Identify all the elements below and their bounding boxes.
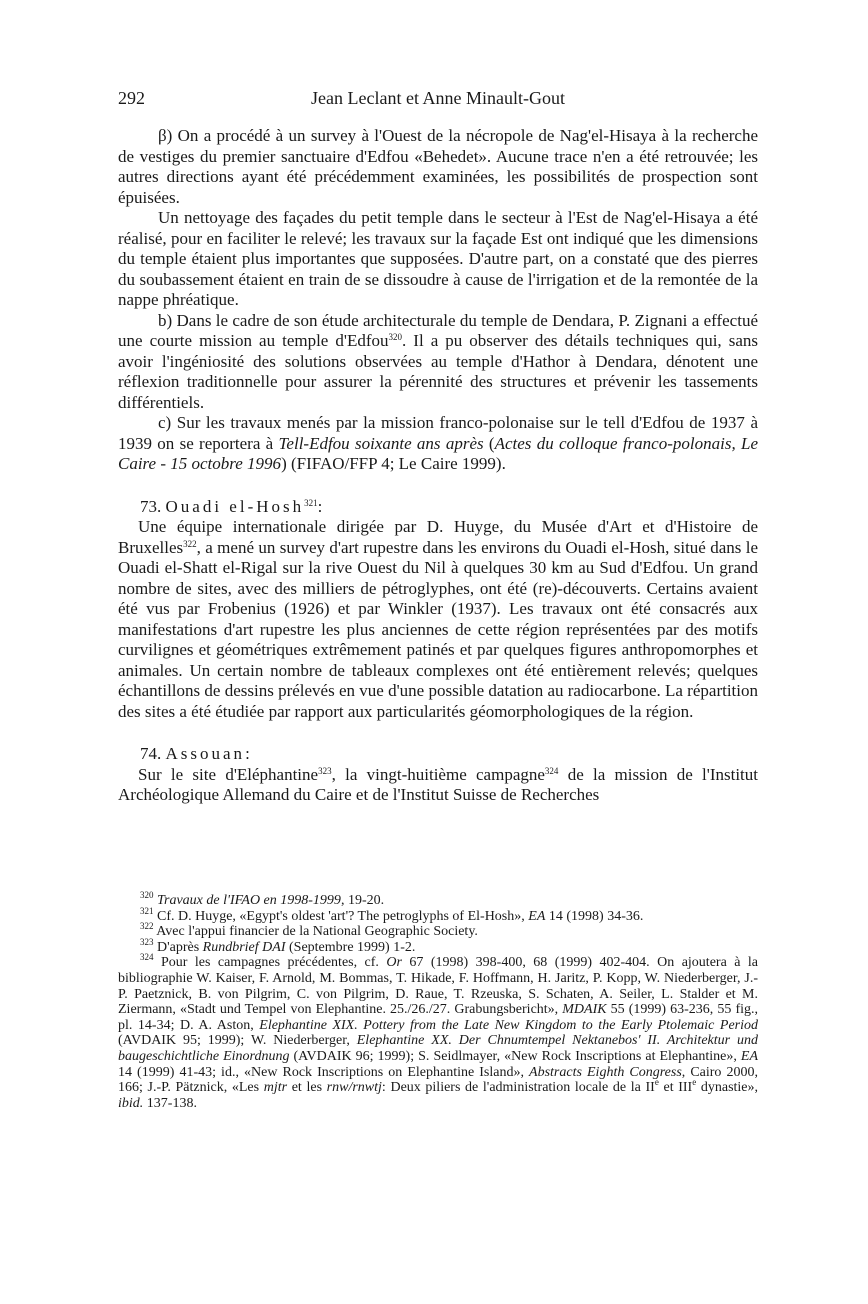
main-text (118, 126, 758, 806)
footnote-ref-324[interactable]: 324 (544, 765, 559, 776)
section-heading-73: 73. Ouadi el-Hosh$^{321}$: (140, 496, 323, 516)
section-title: Assouan (165, 744, 246, 763)
paragraph-assouan: Sur le site d'Eléphantine$^{323}$, la vingt-huitième campagne$^{324}$ de la mission de l'Institut Archéologique Allemand du Caire et de l'Institut Suisse de Recherches (118, 764, 759, 804)
footnote-ref-323[interactable]: 323 (318, 765, 332, 776)
footnote-321: $^{321}$ Cf. D. Huyge, «Egypt's oldest 'art'? The petroglyphs of El-Hosh», EA 14 (1998) 34-36. (140, 905, 644, 924)
footnotes (118, 890, 759, 1111)
footnote-323: $^{323}$ D'après Rundbrief DAI (Septembre 1999) 1-2. (140, 936, 416, 955)
paragraph-ouadi-el-hosh: Une équipe internationale dirigée par D. Huyge, du Musée d'Art et d'Histoire de Bruxelles$^{322}$, a mené un survey d'art rupestre dans les environs du Ouadi el-Hosh, situé dans le Ouadi el-Shatt el-Rigal sur la rive Ouest du Nil à quelques 30 km au Sud d'Edfou. Un grand nombre de sites, avec des milliers de pétroglyphes, ont été (re)-découverts. Certains avaient été vus par Frobenius (1926) et par Winkler (1937). Les travaux ont été consacrés aux manifestations d'art rupestre les plus anciennes de cette région représentées par des motifs curvilignes et géométriques extrêmement patinés et par quelques figures anthropomorphes et animales. Un certain nombre de tableaux complexes ont été entièrement relevés; quelques échantillons de dessins prélevés en vue d'une possible datation au radiocarbone. La répartition des sites a été étudiée par rapport aux particularités géomorphologiques de la région. (118, 517, 758, 721)
footnote-320: $^{320}$ Travaux de l'IFAO en 1998-1999, 19-20. (140, 890, 385, 908)
page-number: 292 (118, 88, 145, 108)
page-header (118, 88, 758, 114)
footnote-ref-322[interactable]: 322 (183, 538, 197, 549)
footnote-ref-320[interactable]: 320 (388, 332, 402, 342)
section-title: Ouadi el-Hosh (165, 496, 305, 516)
footnote-324: $^{324}$ Pour les campagnes précédentes, cf. Or 67 (1998) 398-400, 68 (1999) 402-404. On ajoutera à la bibliographie W. Kaiser, F. Arnold, M. Bommas, T. Hikade, F. Hoffmann, H. Jaritz, P. Kopp, W. Niederberger, J.-P. Paetznick, B. von Pilgrim, C. von Pilgrim, D. Raue, T. Rzeuska, S. Schaten, A. Seiler, L. Stalder et M. Ziermann, «Stadt und Tempel von Elephantine. 25./26./27. Grabungsbericht», MDAIK 55 (1999) 63-236, 55 fig., pl. 14-34; D. A. Aston, Elephantine XIX. Pottery from the Late New Kingdom to the Early Ptolemaic Period (AVDAIK 95; 1999); W. Niederberger, Elephantine XX. Der Chnumtempel Nektanebos' II. Architektur und baugeschichtliche Einordnung (AVDAIK 96; 1999); S. Seidlmayer, «New Rock Inscriptions at Elephantine», EA 14 (1999) 41-43; id., «New Rock Inscriptions on Elephantine Island», Abstracts Eighth Congress, Cairo 2000, 166; J.-P. Pätznick, «Les mjtr et les rnw/rnwtj: Deux piliers de l'administration locale de la IIe et IIIe dynastie», ibid. 137-138. (118, 952, 759, 1111)
paragraph-facades: Un nettoyage des façades du petit temple dans le secteur à l'Est de Nag'el-Hisaya a été réalisé, pour en faciliter le relevé; les travaux sur la façade Est ont indiqué que les dimensions du temple étaient plus importantes que supposées. D'autre part, on a constaté que des pierres du soubassement étaient en train de se dissoudre à cause de l'irrigation et de la remontée de la nappe phréatique. (118, 208, 758, 309)
paragraph-b: b) Dans le cadre de son étude architecturale du temple de Dendara, P. Zignani a effectué une courte mission au temple d'Edfou$^{320}$. Il a pu observer des détails techniques qui, sans avoir l'ingéniosité des solutions observées au temple d'Hathor à Dendara, dénotent une réflexion traditionnelle pour assurer la pérennité des structures et prévenir les tassements différentiels. (118, 310, 758, 412)
footnote-ref-321[interactable]: 321 (304, 497, 318, 508)
footnote-322: $^{322}$ Avec l'appui financier de la National Geographic Society. (140, 921, 478, 940)
paragraph-beta: β) On a procédé à un survey à l'Ouest de la nécropole de Nag'el-Hisaya à la recherche de vestiges du premier sanctuaire d'Edfou «Behedet». Aucune trace n'en a été retrouvée; les autres directions ayant été précédemment examinées, les possibilités de prospection sont épuisées. (118, 126, 758, 207)
section-heading-74: 74. Assouan: (140, 744, 250, 763)
running-title: Jean Leclant et Anne Minault-Gout (311, 88, 565, 108)
paragraph-c: c) Sur les travaux menés par la mission franco-polonaise sur le tell d'Edfou de 1937 à 1939 on se reportera à Tell-Edfou soixante ans après (Actes du colloque franco-polonais, Le Caire - 15 octobre 1996) (FIFAO/FFP 4; Le Caire 1999). (118, 413, 758, 473)
